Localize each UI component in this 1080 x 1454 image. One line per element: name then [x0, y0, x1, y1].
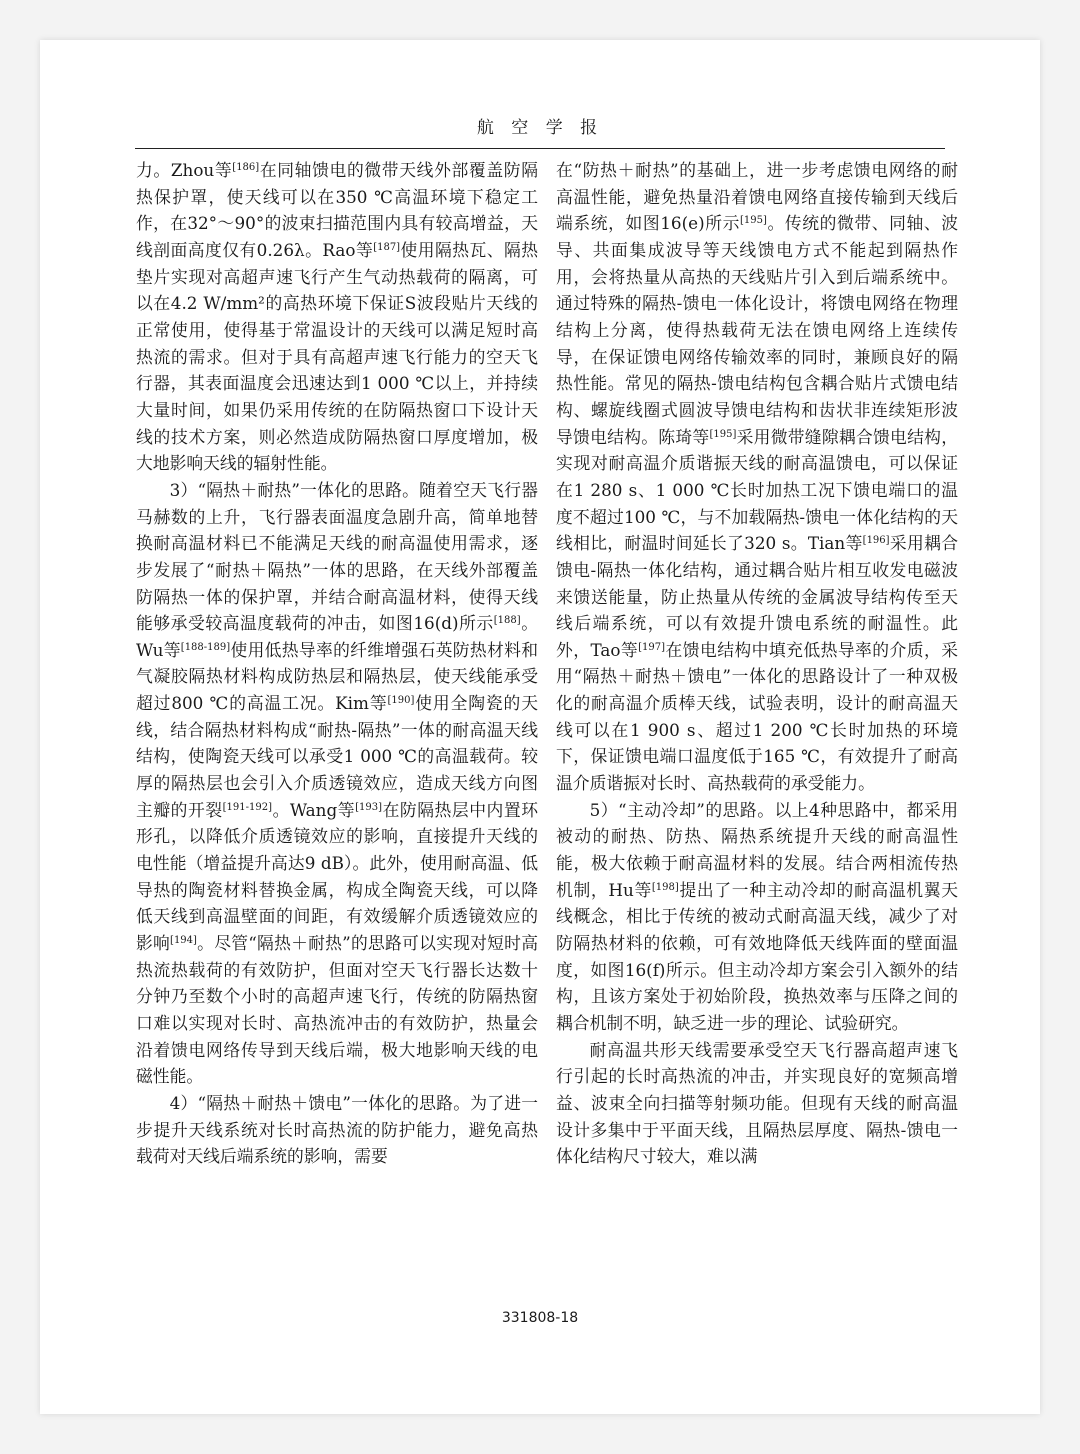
text-run: 3）“隔热＋耐热”一体化的思路。随着空天飞行器马赫数的上升，飞行器表面温度急剧升高，简单地替换耐高温材料已不能满足天线的耐高温使用需求，逐步发展了“耐热＋隔热”一体的思路，在天线外部覆盖防隔热一体的保护罩，并结合耐高温材料，使得天线能够承受较高温度载荷的冲击，如图16(d)所示: [136, 479, 538, 634]
citation-ref: [191-192]: [222, 801, 273, 813]
text-run: 采用耦合馈电-隔热一体化结构，通过耦合贴片相互收发电磁波来馈送能量，防止热量从传统的金属波导结构传至天线后端系统，可以有效提升馈电系统的耐温性。此外，Tao等: [556, 533, 958, 660]
header-rule: [135, 148, 945, 149]
paragraph: [556, 1037, 958, 1170]
paragraph: [136, 1090, 538, 1170]
continued-paragraph: [556, 157, 958, 797]
text-run: 在防隔热层中内置环形孔，以降低介质透镜效应的影响，直接提升天线的电性能（增益提升高达9 dB）。此外，使用耐高温、低导热的陶瓷材料替换金属，构成全陶瓷天线，可以降低天线到高温壁面的间距，有效缓解介质透镜效应的影响: [136, 799, 538, 954]
citation-ref: [197]: [638, 641, 666, 653]
text-run: 耐高温共形天线需要承受空天飞行器高超声速飞行引起的长时高热流的冲击，并实现良好的宽频高增益、波束全向扫描等射频功能。但现有天线的耐高温设计多集中于平面天线，且隔热层厚度、隔热-馈电一体化结构尺寸较大，难以满: [556, 1039, 958, 1167]
text-run: 提出了一种主动冷却的耐高温机翼天线概念，相比于传统的被动式耐高温天线，减少了对防隔热材料的依赖，可有效地降低天线阵面的壁面温度，如图16(f)所示。但主动冷却方案会引入额外的结构，且该方案处于初始阶段，换热效率与压降之间的耦合机制不明，缺乏进一步的理论、试验研究。: [556, 879, 958, 1033]
paragraph: [556, 797, 958, 1037]
citation-ref: [186]: [232, 162, 260, 173]
journal-title: 航 空 学 报: [476, 118, 604, 138]
text-run: 采用微带缝隙耦合馈电结构，实现对耐高温介质谐振天线的耐高温馈电，可以保证在1 280 s、1 000 ℃长时加热工况下馈电端口的温度不超过100 ℃，与不加载隔热-馈电一体化结构的天线相比，耐温时间延长了320 s。Tian等: [556, 426, 958, 554]
text-run: 4）“隔热＋耐热＋馈电”一体化的思路。为了进一步提升天线系统对长时高热流的防护能力，避免高热载荷对天线后端系统的影响，需要: [136, 1092, 538, 1167]
text-run: 使用全陶瓷的天线，结合隔热材料构成“耐热-隔热”一体的耐高温天线结构，使陶瓷天线可以承受1 000 ℃的高温载荷。较厚的隔热层也会引入介质透镜效应，造成天线方向图主瓣的开裂: [136, 693, 538, 820]
text-run: 在馈电结构中填充低热导率的介质，采用“隔热＋耐热＋馈电”一体化的思路设计了一种双极化的耐高温介质棒天线，试验表明，设计的耐高温天线可以在1 900 s、超过1 200 ℃长时加热的环境下，保证馈电端口温度低于165 ℃，有效提升了耐高温介质谐振对长时、高热载荷的承受能力。: [556, 639, 958, 794]
right-text-column: [556, 157, 958, 1170]
page-number: 331808-18: [501, 1310, 579, 1326]
paragraph: [136, 477, 538, 1090]
text-run: 在“防热＋耐热”的基础上，进一步考虑馈电网络的耐高温性能，避免热量沿着馈电网络直接传输到天线后端系统，如图16(e)所示: [556, 160, 958, 234]
citation-ref: [190]: [387, 695, 415, 707]
text-run: 。尽管“隔热＋耐热”的思路可以实现对短时高热流热载荷的有效防护，但面对空天飞行器长达数十分钟乃至数个小时的高超声速飞行，传统的防隔热窗口难以实现对长时、高热流冲击的有效防护，热量会沿着馈电网络传导到天线后端，极大地影响天线的电磁性能。: [136, 933, 538, 1087]
citation-ref: [196]: [862, 535, 890, 547]
citation-ref: [187]: [373, 241, 401, 253]
text-run: 。Wang等: [272, 799, 356, 820]
continued-paragraph: [136, 157, 538, 477]
text-run: 使用隔热瓦、隔热垫片实现对高超声速飞行产生气动热载荷的隔离，可以在4.2 W/mm²的高热环境下保证S波段贴片天线的正常使用，使得基于常温设计的天线可以满足短时高热流的需求。但对于具有高超声速飞行能力的空天飞行器，其表面温度会迅速达到1 000 ℃以上，并持续大量时间，如果仍采用传统的在防隔热窗口下设计天线的技术方案，则必然造成防隔热窗口厚度增加，极大地影响天线的辐射性能。: [136, 239, 538, 474]
citation-ref: [195]: [709, 428, 737, 440]
citation-ref: [193]: [355, 801, 383, 813]
text-run: 在同轴馈电的微带天线外部覆盖防隔热保护罩，使天线可以在350 ℃高温环境下稳定工作，在32°～90°的波束扫描范围内具有较高增益，天线剖面高度仅有0.26λ。Rao等: [136, 160, 538, 260]
citation-ref: [195]: [739, 215, 767, 227]
text-run: 力。Zhou等: [136, 160, 233, 180]
citation-ref: [188]: [493, 615, 521, 627]
citation-ref: [198]: [651, 881, 679, 893]
citation-ref: [194]: [170, 935, 197, 947]
text-run: 5）“主动冷却”的思路。以上4种思路中，都采用被动的耐热、防热、隔热系统提升天线的耐高温性能，极大依赖于耐高温材料的发展。结合两相流传热机制，Hu等: [556, 799, 958, 900]
left-text-column: [136, 157, 538, 1170]
text-run: 。传统的微带、同轴、波导、共面集成波导等天线馈电方式不能起到隔热作用，会将热量从高热的天线贴片引入到后端系统中。通过特殊的隔热-馈电一体化设计，将馈电网络在物理结构上分离，使得热载荷无法在馈电网络上连续传导，在保证馈电网络传输效率的同时，兼顾良好的隔热性能。常见的隔热-馈电结构包含耦合贴片式馈电结构、螺旋线圈式圆波导馈电结构和齿状非连续矩形波导馈电结构。陈琦等: [556, 213, 958, 447]
text-run: 使用低热导率的纤维增强石英防热材料和气凝胶隔热材料构成防热层和隔热层，使天线能承受超过800 ℃的高温工况。Kim等: [136, 639, 538, 714]
citation-ref: [188-189]: [180, 641, 231, 653]
text-run: 。Wu等: [136, 613, 538, 660]
